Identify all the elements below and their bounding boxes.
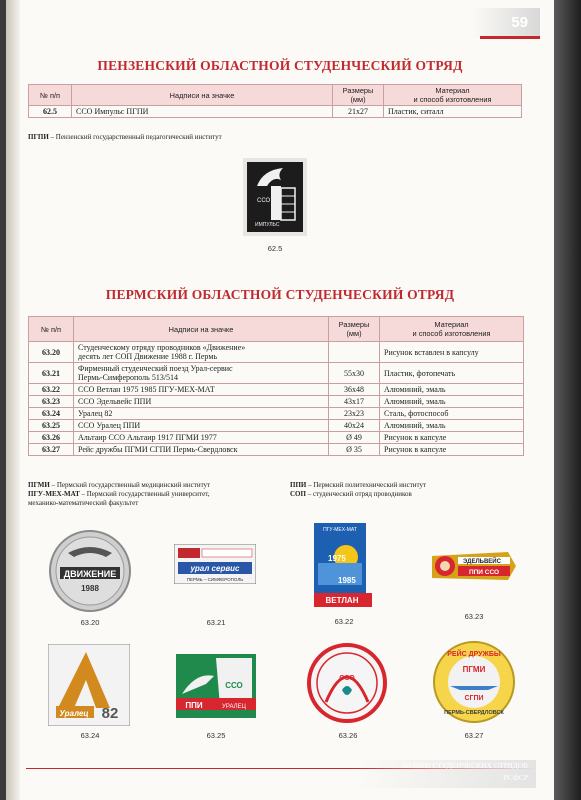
svg-text:ЭДЕЛЬВЕЙС: ЭДЕЛЬВЕЙС [463,559,501,565]
book-page [6,0,554,800]
page-number: 59 [511,14,528,31]
svg-text:ППИ: ППИ [185,701,203,710]
svg-text:82: 82 [101,705,119,722]
badge-photo-63-21 [174,544,256,589]
table-row: 63.21 Фирменный студенческий поезд Урал-сервис Пермь-Симферополь 513/514 55х30 Пластик, фотопечать [29,363,524,384]
badge-caption: 63.26 [338,731,358,740]
badge-caption: 63.23 [464,612,484,621]
svg-text:1975: 1975 [328,554,346,563]
table-row: 62.5 ССО Импульс ПГПИ 21х27 Пластик, ситалл [29,106,522,118]
svg-text:УРАЛЕЦ: УРАЛЕЦ [222,704,246,710]
badge-photo-63-22 [314,523,374,616]
badge-photo-62-5 [243,158,307,241]
page-number-tab [472,8,540,38]
svg-text:ВЕТЛАН: ВЕТЛАН [325,596,359,605]
svg-text:1985: 1985 [338,576,356,585]
col-material: Материал и способ изготовления [384,85,522,106]
col-inscriptions: Надписи на значке [72,85,333,106]
col-size: Размеры (мм) [333,85,384,106]
abbrev-note-left: ПГМИ – Пермский государственный медицинский институт ПГУ-МЕХ-МАТ – Пермский государственный университет, механико-математический факультет [28,481,211,507]
badge-caption: 63.27 [464,731,484,740]
table-row: 63.22 ССО Ветлан 1975 1985 ПГУ-МЕХ-МАТ 36х48 Алюминий, эмаль [29,384,524,396]
badge-photo-63-20 [46,527,134,620]
table-row: 63.27 Рейс дружбы ПГМИ СГПИ Пермь-Свердловск Ø 35 Рисунок в капсуле [29,444,524,456]
svg-text:ИМПУЛЬС: ИМПУЛЬС [255,222,280,228]
col-number: № п/п [29,85,72,106]
table-row: 63.25 ССО Уралец ППИ 40х24 Алюминий, эмаль [29,420,524,432]
abbrev-note: ПГПИ – Пензенский государственный педагогический институт [28,133,222,141]
svg-text:ССО: ССО [339,675,355,682]
table-row: 63.26 Альтаир ССО Альтаир 1917 ПГМИ 1977 Ø 49 Рисунок в капсуле [29,432,524,444]
svg-text:ППИ ССО: ППИ ССО [468,569,500,576]
badge-photo-63-27 [432,640,516,729]
page-spine [6,0,20,800]
svg-text:СГПИ: СГПИ [464,695,484,702]
badge-caption: 63.20 [80,618,100,627]
badge-caption: 62.5 [267,244,283,253]
badge-photo-63-25 [176,654,256,723]
svg-text:урал сервис: урал сервис [190,564,240,573]
running-footer: ЗНАЧКИ СТУДЕНЧЕСКИХ ОТРЯДОВ РСФСР [356,760,536,788]
badge-caption: 63.21 [206,618,226,627]
book-edge [554,0,581,800]
svg-text:ПГМИ: ПГМИ [462,665,486,674]
table-perm: № п/п Надписи на значке Размеры (мм) Материал и способ изготовления 63.20 Студенческому отряду проводников «Движение» десять лет СОП Движение 1988 г. Пермь Рисунок вставлен в капсулу 63.21 Фирменный студенческий поезд Урал-сервис Пермь-Симферополь 513/514 55х30 Пластик, фотопечать 63.22 ССО Ветлан 1975 1985 ПГУ-МЕХ-МАТ 36х48 Алюминий, эмаль 63.23 ССО Эдельвейс ППИ 43х17 Алюминий, эмаль 63.24 Уралец 82 23х23 Сталь, фотоспособ 63.25 ССО Уралец ППИ 40х24 Алюминий, эмаль 63.26 Альтаир ССО Альтаир 1917 ПГМИ 1977 Ø 49 Рисунок в капсуле 63.27 Рейс дружбы ПГМИ СГПИ Пермь-Свердловск Ø 35 Рисунок в капсуле [28,316,524,456]
svg-text:1988: 1988 [81,584,99,593]
badge-photo-63-23 [432,550,518,589]
badge-caption: 63.24 [80,731,100,740]
table-row: 63.24 Уралец 82 23х23 Сталь, фотоспособ [29,408,524,420]
table-row: 63.20 Студенческому отряду проводников «Движение» десять лет СОП Движение 1988 г. Пермь Рисунок вставлен в капсулу [29,342,524,363]
badge-caption: 63.22 [334,617,354,626]
section-title-penza: ПЕНЗЕНСКИЙ ОБЛАСТНОЙ СТУДЕНЧЕСКИЙ ОТРЯД [97,58,463,73]
badge-caption: 63.25 [206,731,226,740]
table-penza [28,84,522,118]
svg-text:ДВИЖЕНИЕ: ДВИЖЕНИЕ [63,569,117,579]
svg-text:ПЕРМЬ-СВЕРДЛОВСК: ПЕРМЬ-СВЕРДЛОВСК [444,710,504,716]
svg-text:ССО: ССО [257,198,271,204]
svg-text:ССО: ССО [225,681,243,690]
section-title-perm: ПЕРМСКИЙ ОБЛАСТНОЙ СТУДЕНЧЕСКИЙ ОТРЯД [105,287,455,302]
corner-rule [480,36,540,39]
svg-text:ПГУ-МЕХ-МАТ: ПГУ-МЕХ-МАТ [323,527,357,533]
svg-text:Уралец: Уралец [59,709,89,718]
svg-text:РЕЙС ДРУЖБЫ: РЕЙС ДРУЖБЫ [447,651,501,658]
abbrev-note-right: ППИ – Пермский политехнический институт СОП – студенческий отряд проводников [290,481,427,498]
table-row: 63.23 ССО Эдельвейс ППИ 43х17 Алюминий, эмаль [29,396,524,408]
badge-photo-63-26 [306,642,388,729]
svg-text:ПЕРМЬ – СИМФЕРОПОЛЬ: ПЕРМЬ – СИМФЕРОПОЛЬ [186,577,244,582]
badge-photo-63-24 [48,644,130,731]
